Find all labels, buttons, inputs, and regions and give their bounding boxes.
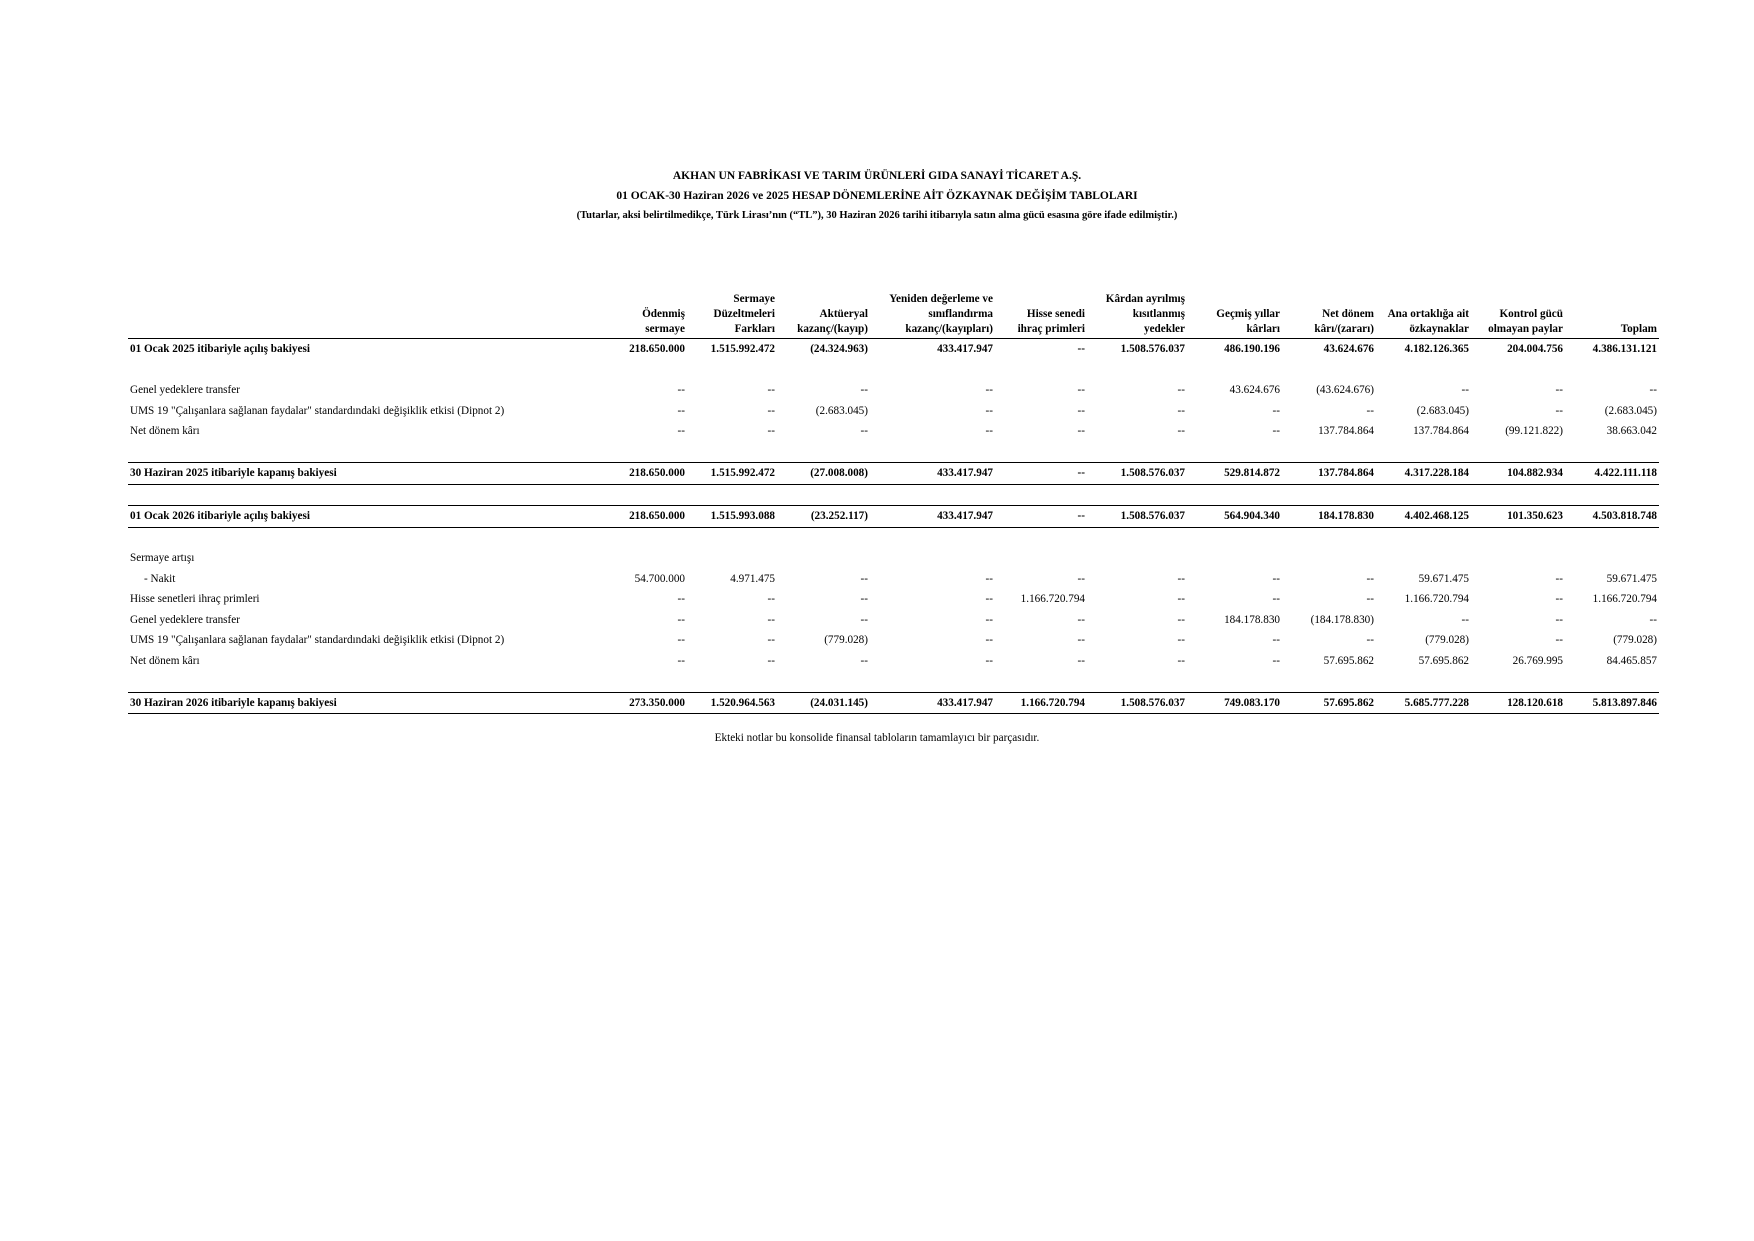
cell: 59.671.475	[1418, 572, 1469, 585]
cell: 43.624.676	[1229, 384, 1280, 396]
cell: --	[985, 593, 993, 605]
cell: --	[1177, 593, 1185, 605]
table-header-row	[128, 292, 1659, 339]
spacer-cell	[128, 527, 1659, 548]
footnote: Ekteki notlar bu konsolide finansal tabloların tamamlayıcı bir parçasıdır.	[714, 732, 1040, 744]
cell: --	[985, 634, 993, 646]
cell: --	[1177, 634, 1185, 646]
cell: 38.663.042	[1606, 425, 1657, 437]
col-header-line	[1567, 292, 1657, 307]
row-label: 01 Ocak 2025 itibariyle açılış bakiyesi	[130, 343, 310, 355]
col-header-line	[1284, 292, 1374, 307]
cell: --	[1177, 384, 1185, 396]
cell: 184.178.830	[1224, 613, 1280, 626]
cell: 57.695.862	[1323, 654, 1374, 667]
document-header	[0, 166, 1754, 226]
col-header-line: olmayan paylar	[1488, 323, 1563, 335]
cell: 4.182.126.365	[1404, 343, 1469, 355]
cell: 1.508.576.037	[1087, 506, 1187, 528]
cell: 1.166.720.794	[1020, 593, 1085, 605]
cell: 529.814.872	[1187, 463, 1282, 485]
cell: --	[677, 634, 685, 646]
spacer-row	[128, 671, 1659, 692]
cell: --	[1077, 634, 1085, 646]
cell: 4.386.131.121	[1592, 343, 1657, 355]
cell: (2.683.045)	[815, 404, 868, 417]
cell: --	[1077, 343, 1085, 355]
cell: 204.004.756	[1507, 343, 1563, 355]
cell: 137.784.864	[1282, 463, 1376, 485]
cell	[1187, 548, 1282, 569]
cell: (2.683.045)	[1604, 404, 1657, 417]
cell: --	[1649, 384, 1657, 396]
col-header-line: Sermaye	[733, 293, 775, 305]
cell: 433.417.947	[870, 692, 995, 714]
col-header-line	[595, 292, 685, 307]
cell: 1.508.576.037	[1120, 343, 1185, 355]
cell: 57.695.862	[1418, 654, 1469, 667]
table-row-closing-2025	[128, 463, 1659, 485]
col-header-total	[1565, 292, 1659, 339]
cell: --	[1366, 404, 1374, 417]
cell: 4.317.228.184	[1376, 463, 1471, 485]
cell: (2.683.045)	[1416, 404, 1469, 417]
cell: --	[767, 425, 775, 437]
col-header-restricted-reserves	[1087, 292, 1187, 339]
cell: --	[995, 463, 1087, 485]
col-header-line	[779, 292, 868, 307]
cell: --	[1077, 654, 1085, 667]
cell: --	[677, 613, 685, 626]
col-header-line: kârı/(zararı)	[1314, 323, 1374, 335]
cell: --	[767, 593, 775, 605]
table-row	[128, 421, 1659, 442]
cell: --	[1077, 404, 1085, 417]
cell: --	[985, 572, 993, 585]
cell: 137.784.864	[1318, 425, 1374, 437]
cell: --	[1649, 613, 1657, 626]
cell: --	[1272, 634, 1280, 646]
row-label: - Nakit	[144, 572, 176, 585]
cell: --	[677, 593, 685, 605]
cell	[777, 548, 870, 569]
cell: --	[677, 404, 685, 417]
cell: --	[1555, 572, 1563, 585]
cell: 1.515.992.472	[687, 463, 777, 485]
cell: 104.882.934	[1471, 463, 1565, 485]
cell: 4.503.818.748	[1565, 506, 1659, 528]
cell: --	[1366, 634, 1374, 646]
cell: 433.417.947	[870, 506, 995, 528]
cell: 1.515.992.472	[710, 343, 775, 355]
col-header-line: kazanç/(kayıpları)	[905, 323, 993, 335]
cell: --	[1461, 384, 1469, 396]
cell: 1.515.993.088	[687, 506, 777, 528]
col-header-non-controlling	[1471, 292, 1565, 339]
cell: 218.650.000	[593, 506, 687, 528]
cell: 184.178.830	[1282, 506, 1376, 528]
col-header-net-profit	[1282, 292, 1376, 339]
cell: --	[677, 384, 685, 396]
col-header-line: Geçmiş yıllar	[1216, 308, 1280, 320]
col-header-line	[997, 292, 1085, 307]
cell	[995, 548, 1087, 569]
cell	[687, 548, 777, 569]
cell: 5.685.777.228	[1376, 692, 1471, 714]
spacer-cell	[128, 360, 1659, 381]
cell	[870, 548, 995, 569]
company-name: AKHAN UN FABRİKASI VE TARIM ÜRÜNLERİ GIDA SANAYİ TİCARET A.Ş.	[672, 170, 1082, 182]
spacer-row	[128, 442, 1659, 463]
cell: (779.028)	[1425, 634, 1469, 646]
table-row	[128, 401, 1659, 422]
cell: --	[860, 654, 868, 667]
col-header-line: Hisse senedi	[1026, 308, 1085, 320]
cell: (43.624.676)	[1316, 384, 1374, 396]
col-header-line: özkaynaklar	[1409, 323, 1469, 335]
row-label: Hisse senetleri ihraç primleri	[130, 593, 260, 605]
col-header-line	[1567, 307, 1657, 322]
row-label: Genel yedeklere transfer	[130, 613, 240, 626]
cell: --	[677, 425, 685, 437]
cell: 433.417.947	[870, 463, 995, 485]
col-header-share-premium	[995, 292, 1087, 339]
cell: --	[1077, 613, 1085, 626]
cell: 43.624.676	[1323, 343, 1374, 355]
cell: --	[1077, 572, 1085, 585]
col-header-line	[1189, 292, 1280, 307]
cell: --	[677, 654, 685, 667]
cell: --	[1555, 613, 1563, 626]
col-header-actuarial	[777, 292, 870, 339]
cell: --	[767, 613, 775, 626]
row-label: UMS 19 "Çalışanlara sağlanan faydalar" standardındaki değişiklik etkisi (Dipnot 2)	[130, 634, 505, 646]
cell: 749.083.170	[1187, 692, 1282, 714]
cell: --	[767, 634, 775, 646]
cell: 26.769.995	[1512, 654, 1563, 667]
col-header-line: sınıflandırma	[928, 308, 993, 320]
table-row-opening-2025	[128, 339, 1659, 360]
cell	[1565, 548, 1659, 569]
col-header-line: kısıtlanmış	[1132, 308, 1185, 320]
cell: 59.671.475	[1606, 572, 1657, 585]
cell	[1282, 548, 1376, 569]
cell: --	[1555, 384, 1563, 396]
row-label: Net dönem kârı	[130, 654, 200, 667]
cell: --	[985, 654, 993, 667]
table-row	[128, 569, 1659, 590]
cell: --	[1366, 593, 1374, 605]
cell: --	[1366, 572, 1374, 585]
cell: --	[1177, 572, 1185, 585]
cell: (184.178.830)	[1310, 613, 1374, 626]
cell: --	[860, 425, 868, 437]
cell: 128.120.618	[1471, 692, 1565, 714]
cell: 84.465.857	[1606, 654, 1657, 667]
col-header-retained-earnings	[1187, 292, 1282, 339]
col-header-paid-in-capital	[593, 292, 687, 339]
cell: --	[1177, 404, 1185, 417]
cell: --	[1272, 572, 1280, 585]
cell: 1.166.720.794	[995, 692, 1087, 714]
cell: (99.121.822)	[1505, 425, 1563, 437]
cell: --	[767, 654, 775, 667]
row-label: Genel yedeklere transfer	[130, 384, 240, 396]
cell: (24.324.963)	[810, 343, 868, 355]
cell: --	[860, 613, 868, 626]
spacer-cell	[128, 442, 1659, 463]
cell: 4.422.111.118	[1565, 463, 1659, 485]
header-label-column	[128, 292, 593, 339]
table-row	[128, 610, 1659, 631]
cell	[1087, 548, 1187, 569]
cell: 4.971.475	[730, 572, 775, 585]
cell: 54.700.000	[634, 572, 685, 585]
table-row	[128, 589, 1659, 610]
cell: --	[1555, 593, 1563, 605]
row-label: UMS 19 "Çalışanlara sağlanan faydalar" standardındaki değişiklik etkisi (Dipnot 2)	[130, 404, 505, 417]
cell: 1.508.576.037	[1087, 692, 1187, 714]
cell: --	[860, 384, 868, 396]
col-header-line: kârları	[1246, 323, 1280, 335]
cell: --	[1272, 593, 1280, 605]
col-header-line	[1473, 292, 1563, 307]
col-header-line: Yeniden değerleme ve	[889, 293, 993, 305]
spacer-cell	[128, 484, 1659, 506]
col-header-line: Net dönem	[1322, 308, 1374, 320]
cell: (779.028)	[824, 634, 868, 646]
cell: --	[985, 425, 993, 437]
cell: --	[1177, 654, 1185, 667]
cell: --	[985, 404, 993, 417]
cell: 218.650.000	[593, 463, 687, 485]
col-header-capital-adjustment	[687, 292, 777, 339]
spacer-row	[128, 484, 1659, 506]
table-row-capital-increase	[128, 548, 1659, 569]
table-row	[128, 630, 1659, 651]
cell: 433.417.947	[937, 343, 993, 355]
cell: --	[767, 384, 775, 396]
cell: --	[1077, 384, 1085, 396]
cell: 137.784.864	[1413, 425, 1469, 437]
row-label: Sermaye artışı	[130, 552, 195, 564]
row-label: 30 Haziran 2026 itibariyle kapanış bakiyesi	[128, 692, 593, 714]
col-header-line: kazanç/(kayıp)	[797, 323, 868, 335]
cell: --	[860, 593, 868, 605]
row-label: 30 Haziran 2025 itibariyle kapanış bakiyesi	[128, 463, 593, 485]
col-header-line: Düzeltmeleri	[713, 308, 775, 320]
cell: 1.166.720.794	[1592, 593, 1657, 605]
cell	[1376, 548, 1471, 569]
cell: --	[767, 404, 775, 417]
currency-note: (Tutarlar, aksi belirtilmedikçe, Türk Lirası’nın (“TL”), 30 Haziran 2026 tarihi itibarıyla satın alma gücü esasına göre ifade edilmiştir.)	[576, 210, 1178, 221]
cell: 218.650.000	[629, 343, 685, 355]
cell: --	[985, 613, 993, 626]
cell: --	[1461, 613, 1469, 626]
cell: --	[1272, 425, 1280, 437]
col-header-line: sermaye	[645, 323, 685, 335]
cell: (779.028)	[1613, 634, 1657, 646]
cell: (27.008.008)	[777, 463, 870, 485]
cell: 57.695.862	[1282, 692, 1376, 714]
col-header-line: Toplam	[1620, 323, 1657, 335]
cell: --	[1555, 404, 1563, 417]
cell: --	[1077, 425, 1085, 437]
cell: --	[985, 384, 993, 396]
col-header-line: Aktüeryal	[819, 308, 868, 320]
cell: --	[1555, 634, 1563, 646]
cell: 1.508.576.037	[1087, 463, 1187, 485]
table-row	[128, 651, 1659, 672]
col-header-line: Kârdan ayrılmış	[1105, 293, 1185, 305]
col-header-line: Ana ortaklığa ait	[1387, 308, 1469, 320]
col-header-line: ihraç primleri	[1017, 323, 1085, 335]
cell: 1.520.964.563	[687, 692, 777, 714]
cell: --	[1177, 613, 1185, 626]
cell: 1.166.720.794	[1404, 593, 1469, 605]
spacer-cell	[128, 671, 1659, 692]
table-row-opening-2026	[128, 506, 1659, 528]
spacer-row	[128, 527, 1659, 548]
cell: 4.402.468.125	[1376, 506, 1471, 528]
table-row-closing-2026	[128, 692, 1659, 714]
cell: 564.904.340	[1187, 506, 1282, 528]
cell: --	[1272, 404, 1280, 417]
col-header-line: yedekler	[1143, 323, 1185, 335]
cell: --	[1177, 425, 1185, 437]
cell	[1471, 548, 1565, 569]
col-header-line: Kontrol gücü	[1499, 308, 1563, 320]
statement-title: 01 OCAK-30 Haziran 2026 ve 2025 HESAP DÖNEMLERİNE AİT ÖZKAYNAK DEĞİŞİM TABLOLARI	[616, 190, 1138, 202]
equity-changes-table	[128, 292, 1659, 714]
cell: 5.813.897.846	[1565, 692, 1659, 714]
col-header-line	[1378, 292, 1469, 307]
row-label: Net dönem kârı	[130, 425, 200, 437]
col-header-revaluation	[870, 292, 995, 339]
col-header-line: Farkları	[734, 323, 775, 335]
cell: --	[1272, 654, 1280, 667]
row-label: 01 Ocak 2026 itibariyle açılış bakiyesi	[128, 506, 593, 528]
cell: (23.252.117)	[777, 506, 870, 528]
table-row	[128, 380, 1659, 401]
cell: 486.190.196	[1224, 343, 1280, 355]
cell: 273.350.000	[593, 692, 687, 714]
cell: 101.350.623	[1471, 506, 1565, 528]
col-header-parent-equity	[1376, 292, 1471, 339]
spacer-row	[128, 360, 1659, 381]
col-header-line: Ödenmiş	[642, 308, 685, 320]
cell	[593, 548, 687, 569]
cell: --	[860, 572, 868, 585]
cell: (24.031.145)	[777, 692, 870, 714]
cell: --	[995, 506, 1087, 528]
